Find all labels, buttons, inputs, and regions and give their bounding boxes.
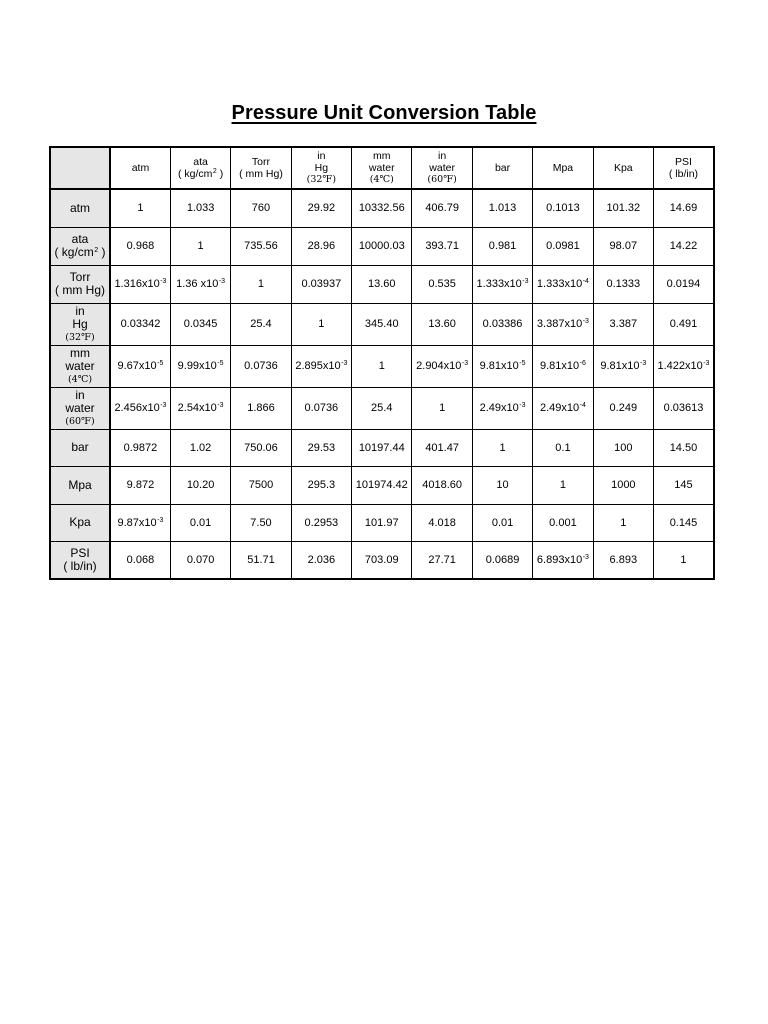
table-cell [231, 345, 291, 387]
cell-value: 7500 [248, 479, 274, 491]
row-header [50, 429, 110, 466]
cell-value: 51.71 [247, 553, 275, 566]
cell-value: 3.387x10 [536, 318, 583, 330]
table-cell [533, 466, 593, 504]
cell-value: 393.71 [425, 240, 459, 252]
table-cell [412, 466, 472, 504]
table-cell [352, 387, 412, 429]
cell-value: 10.20 [186, 479, 215, 491]
cell-value: 0.001 [549, 516, 577, 529]
label-line: Hg [314, 162, 329, 174]
cell-value: 7.50 [250, 516, 272, 529]
cell-value: 1 [439, 402, 446, 414]
column-header [352, 147, 412, 189]
row-header [50, 303, 110, 345]
cell-value: 27.71 [428, 553, 456, 566]
cell-exponent: -3 [703, 360, 710, 367]
table-cell [291, 227, 351, 265]
table-body [50, 189, 714, 579]
page-title: Pressure Unit Conversion Table [231, 102, 537, 124]
label-sup: 2 [212, 168, 217, 175]
label-line: PSI [674, 156, 692, 168]
cell-value: 13.60 [367, 278, 396, 290]
table-cell [533, 541, 593, 579]
table-cell [231, 189, 291, 227]
table-cell [110, 265, 170, 303]
cell-value: 0.0981 [546, 240, 580, 252]
conversion-table [49, 146, 715, 580]
table-cell [412, 303, 472, 345]
label-line: ( mm Hg) [55, 283, 105, 297]
label-unit: (60℉) [427, 174, 457, 185]
table-cell [654, 504, 714, 541]
label-line: in [75, 387, 85, 402]
cell-value: 0.068 [126, 553, 155, 566]
table-row [50, 504, 714, 541]
cell-value: 0.968 [126, 240, 155, 252]
table-cell [291, 303, 351, 345]
table-cell [472, 541, 532, 579]
table-cell [412, 189, 472, 227]
cell-value: 14.50 [669, 441, 698, 454]
table-cell [291, 189, 351, 227]
cell-value: 9.81x10 [600, 360, 640, 372]
row-header [50, 541, 110, 579]
label-line: water [65, 358, 95, 373]
table-row [50, 387, 714, 429]
cell-value: 1.316x10 [114, 278, 160, 290]
label-line: Kpa [69, 515, 91, 529]
table-cell [533, 387, 593, 429]
label-sup: 2 [94, 247, 99, 254]
cell-value: 29.53 [307, 441, 336, 454]
table-cell [593, 227, 653, 265]
table-row [50, 265, 714, 303]
label-line: atm [131, 162, 150, 174]
table-cell [110, 466, 170, 504]
cell-value: 295.3 [307, 479, 336, 491]
cell-value: 29.92 [307, 202, 336, 215]
table-cell [593, 504, 653, 541]
table-cell [170, 345, 230, 387]
label-line: ( mm Hg) [239, 168, 283, 180]
table-cell [472, 303, 532, 345]
label-line [52, 246, 108, 259]
table-cell [291, 429, 351, 466]
table-cell [654, 265, 714, 303]
table-cell [352, 303, 412, 345]
cell-value: 4018.60 [422, 479, 463, 491]
table-cell [412, 504, 472, 541]
table-cell [533, 265, 593, 303]
table-cell [472, 466, 532, 504]
cell-value: 0.1333 [606, 278, 641, 290]
table-cell [593, 466, 653, 504]
cell-value: 101.97 [364, 516, 399, 529]
table-cell [533, 189, 593, 227]
cell-value: 0.03613 [663, 402, 704, 414]
table-cell [231, 504, 291, 541]
label-unit: (4℃) [369, 174, 394, 185]
column-header [291, 147, 351, 189]
column-header [472, 147, 532, 189]
cell-exponent: -3 [160, 402, 167, 409]
label-line: Kpa [613, 162, 633, 174]
cell-value: 2.036 [307, 553, 336, 566]
cell-value: 750.06 [244, 441, 278, 454]
table-cell [352, 345, 412, 387]
table-cell [110, 504, 170, 541]
cell-value: 9.99x10 [177, 360, 217, 372]
table-cell [291, 345, 351, 387]
cell-value: 28.96 [307, 240, 336, 252]
table-cell [110, 227, 170, 265]
row-header [50, 504, 110, 541]
cell-value: 100 [614, 441, 633, 454]
table-cell [110, 429, 170, 466]
table-cell [352, 429, 412, 466]
cell-value: 25.4 [250, 318, 272, 330]
table-cell [593, 429, 653, 466]
label-unit: (4℃) [67, 373, 93, 385]
cell-exponent: -3 [461, 360, 469, 367]
cell-value: 2.456x10 [114, 402, 160, 414]
table-cell [291, 504, 351, 541]
cell-value: 10000.03 [358, 240, 405, 252]
cell-value: 9.67x10 [117, 360, 157, 372]
cell-value: 101974.42 [355, 479, 408, 491]
table-cell [352, 504, 412, 541]
table-cell [654, 189, 714, 227]
table-cell [110, 541, 170, 579]
table-cell [231, 541, 291, 579]
label-line: mm [373, 150, 391, 162]
label-text: ( kg/cm [177, 168, 213, 180]
cell-exponent: -3 [582, 318, 589, 325]
cell-value: 0.0689 [485, 553, 520, 566]
cell-value: 2.54x10 [177, 402, 217, 414]
table-cell [412, 345, 472, 387]
table-cell [593, 303, 653, 345]
cell-value: 1.02 [189, 441, 212, 454]
label-unit: (32℉) [65, 331, 95, 343]
corner-cell [50, 147, 110, 189]
table-cell [170, 541, 230, 579]
cell-value: 1000 [611, 479, 636, 491]
table-cell [533, 303, 593, 345]
table-cell [110, 303, 170, 345]
label-line: PSI [70, 545, 90, 560]
table-cell [231, 303, 291, 345]
cell-exponent: -3 [519, 402, 526, 409]
table-row [50, 303, 714, 345]
label-line: Mpa [552, 162, 574, 174]
table-cell [352, 541, 412, 579]
table-cell [110, 345, 170, 387]
cell-exponent: -4 [582, 278, 589, 285]
cell-value: 0.03342 [120, 318, 161, 330]
cell-exponent: -3 [640, 360, 647, 367]
cell-value: 0.03937 [301, 278, 342, 290]
table-cell [231, 265, 291, 303]
table-row [50, 227, 714, 265]
cell-value: 1.422x10 [657, 360, 703, 372]
cell-exponent: -3 [157, 516, 164, 524]
label-line: bar [494, 162, 511, 174]
table-row [50, 189, 714, 227]
table-cell [533, 227, 593, 265]
cell-value: 1 [378, 360, 385, 372]
table-cell [231, 466, 291, 504]
table-cell [412, 429, 472, 466]
cell-value: 0.01 [189, 516, 212, 529]
label-line: in [438, 150, 447, 162]
table-cell [472, 504, 532, 541]
label-line: water [65, 400, 95, 415]
label-line: water [429, 162, 455, 174]
cell-value: 735.56 [244, 240, 278, 252]
table-cell [170, 189, 230, 227]
row-header [50, 265, 110, 303]
cell-value: 0.0736 [304, 402, 339, 414]
table-cell [593, 541, 653, 579]
table-cell [231, 227, 291, 265]
table-cell [472, 189, 532, 227]
table-cell [170, 387, 230, 429]
table-cell [654, 466, 714, 504]
column-header [110, 147, 170, 189]
cell-value: 14.22 [669, 240, 698, 252]
cell-value: 1.333x10 [476, 278, 522, 290]
cell-value: 1.36 x10 [176, 278, 219, 290]
label-line: Mpa [68, 477, 92, 492]
table-cell [654, 345, 714, 387]
table-cell [412, 265, 472, 303]
table-cell [412, 387, 472, 429]
cell-value: 13.60 [428, 318, 456, 330]
label-line: Hg [72, 316, 88, 331]
table-cell [170, 429, 230, 466]
cell-value: 0.0194 [666, 278, 701, 290]
table-cell [654, 303, 714, 345]
label-line: ata [71, 232, 89, 246]
cell-exponent: -5 [217, 360, 224, 367]
cell-value: 0.981 [488, 240, 517, 252]
table-cell [533, 429, 593, 466]
table-cell [170, 265, 230, 303]
cell-value: 6.893 [609, 553, 638, 566]
label-line [172, 168, 229, 180]
cell-value: 0.535 [428, 278, 456, 290]
cell-value: 9.81x10 [539, 360, 580, 372]
label-line: mm [70, 345, 90, 360]
cell-value: 401.47 [425, 441, 459, 454]
cell-value: 98.07 [609, 240, 638, 252]
cell-value: 1 [680, 553, 687, 566]
label-text: ( kg/cm [54, 245, 94, 259]
cell-value: 1 [137, 202, 144, 215]
table-cell [472, 265, 532, 303]
table-cell [352, 227, 412, 265]
table-cell [654, 429, 714, 466]
label-line: in [75, 303, 85, 318]
cell-value: 1 [257, 278, 265, 290]
cell-exponent: -3 [582, 553, 589, 561]
cell-value: 1 [499, 441, 506, 454]
cell-value: 0.249 [609, 402, 638, 414]
table-cell [593, 265, 653, 303]
table-cell [170, 303, 230, 345]
label-line: ata [193, 156, 208, 168]
table-row [50, 345, 714, 387]
table-cell [352, 189, 412, 227]
row-header [50, 189, 110, 227]
cell-value: 0.03386 [482, 318, 523, 330]
table-cell [110, 189, 170, 227]
label-text: ) [98, 245, 106, 259]
label-line: atm [69, 200, 90, 215]
table-cell [472, 387, 532, 429]
table-cell [472, 227, 532, 265]
cell-exponent: -6 [579, 360, 586, 367]
cell-value: 1.033 [186, 202, 215, 215]
column-header [593, 147, 653, 189]
table-cell [472, 345, 532, 387]
table-row [50, 429, 714, 466]
table-cell [654, 541, 714, 579]
cell-value: 1 [559, 479, 566, 491]
table-cell [170, 227, 230, 265]
label-text: ) [216, 168, 224, 180]
cell-exponent: -3 [218, 278, 226, 285]
table-cell [412, 541, 472, 579]
cell-value: 0.1013 [546, 202, 580, 215]
column-header [170, 147, 230, 189]
table-cell [593, 345, 653, 387]
row-header [50, 466, 110, 504]
label-line: ( lb/in) [668, 168, 699, 180]
table-row [50, 466, 714, 504]
table-cell [593, 189, 653, 227]
cell-exponent: -3 [341, 360, 348, 367]
cell-value: 25.4 [371, 402, 393, 414]
table-cell [170, 466, 230, 504]
label-line: Torr [251, 156, 271, 168]
cell-value: 1 [197, 240, 204, 252]
cell-value: 0.145 [669, 516, 698, 529]
table-cell [654, 227, 714, 265]
table-cell [654, 387, 714, 429]
cell-value: 406.79 [425, 202, 459, 215]
cell-value: 1 [620, 516, 627, 529]
table-cell [352, 265, 412, 303]
cell-value: 2.49x10 [539, 402, 580, 414]
table-cell [110, 387, 170, 429]
cell-value: 145 [674, 479, 693, 491]
cell-value: 2.895x10 [295, 360, 341, 372]
cell-value: 10332.56 [358, 202, 405, 215]
table-cell [472, 429, 532, 466]
cell-value: 6.893x10 [536, 553, 583, 566]
table-cell [231, 429, 291, 466]
label-unit: (32℉) [306, 174, 337, 185]
table-cell [291, 387, 351, 429]
header-row [50, 147, 714, 189]
cell-value: 703.09 [364, 553, 399, 566]
row-header [50, 387, 110, 429]
cell-value: 2.49x10 [479, 402, 519, 414]
cell-value: 10 [496, 479, 509, 491]
table-cell [593, 387, 653, 429]
cell-exponent: -5 [157, 360, 164, 367]
column-header [231, 147, 291, 189]
table-row [50, 541, 714, 579]
cell-value: 0.01 [491, 516, 514, 529]
label-line: ( lb/in) [63, 558, 97, 573]
table-cell [291, 265, 351, 303]
column-header [533, 147, 593, 189]
table-cell [352, 466, 412, 504]
cell-exponent: -3 [522, 278, 529, 285]
table-cell [412, 227, 472, 265]
cell-value: 3.387 [609, 318, 638, 330]
cell-value: 9.81x10 [479, 360, 519, 372]
table-cell [231, 387, 291, 429]
label-line: water [368, 162, 395, 174]
cell-value: 1.333x10 [536, 278, 583, 290]
cell-value: 101.32 [606, 202, 641, 215]
cell-exponent: -3 [160, 278, 167, 285]
cell-exponent: -4 [579, 402, 586, 409]
cell-value: 0.9872 [123, 441, 158, 454]
cell-value: 9.87x10 [117, 516, 157, 529]
cell-value: 0.0345 [183, 318, 218, 330]
cell-value: 2.904x10 [416, 360, 462, 372]
label-line: bar [71, 440, 89, 454]
cell-value: 1.866 [247, 402, 275, 414]
row-header [50, 227, 110, 265]
cell-value: 14.69 [669, 202, 698, 215]
cell-value: 10197.44 [358, 441, 405, 454]
table-cell [291, 541, 351, 579]
cell-value: 0.0736 [244, 360, 278, 372]
label-line: Torr [69, 270, 91, 284]
table-cell [170, 504, 230, 541]
cell-value: 0.491 [669, 318, 698, 330]
column-header [654, 147, 714, 189]
cell-value: 345.40 [364, 318, 399, 330]
row-header [50, 345, 110, 387]
table-cell [533, 345, 593, 387]
cell-value: 1 [318, 318, 325, 330]
label-unit: (60℉) [65, 415, 95, 427]
cell-exponent: -5 [519, 360, 526, 367]
cell-exponent: -3 [217, 402, 224, 409]
column-header [412, 147, 472, 189]
table-cell [533, 504, 593, 541]
cell-value: 4.018 [428, 516, 456, 529]
table-cell [291, 466, 351, 504]
cell-value: 0.1 [555, 441, 571, 454]
cell-value: 9.872 [126, 479, 155, 491]
cell-value: 0.070 [186, 553, 215, 566]
cell-value: 1.013 [488, 202, 517, 215]
label-line: in [317, 150, 326, 162]
cell-value: 0.2953 [304, 516, 339, 529]
cell-value: 760 [251, 202, 271, 215]
